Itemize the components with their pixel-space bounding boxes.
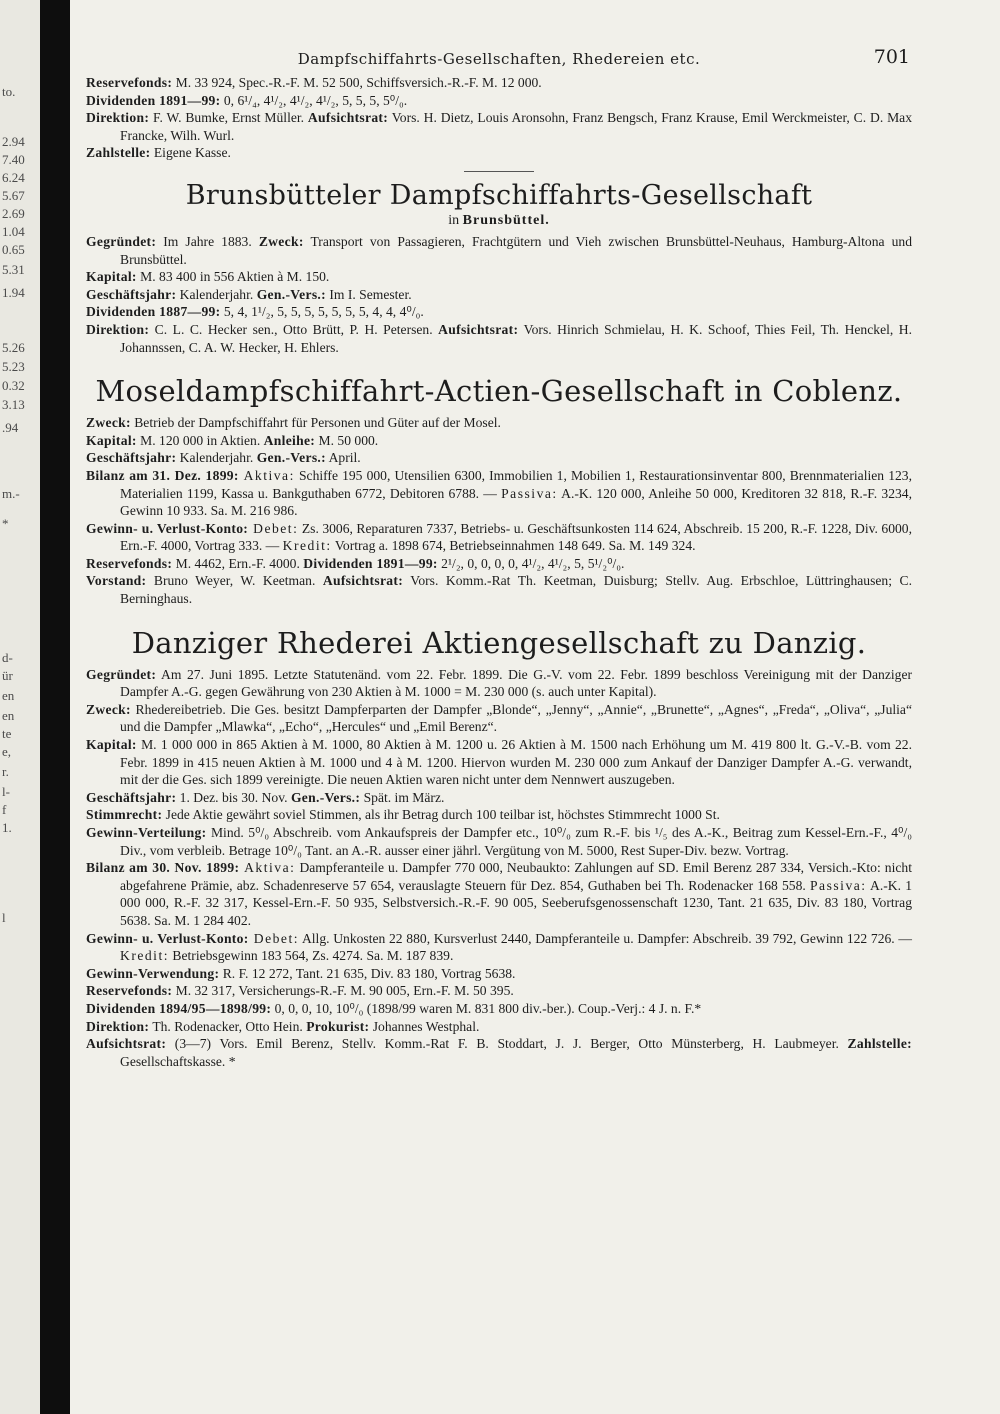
gewinn-verlust-line: Gewinn- u. Verlust-Konto: Debet: Allg. Unkosten 22 880, Kursverlust 2440, Dampferanteile u. Dampfer: Abschreib. 39 792, Gewinn 122 726. — Kredit: Betriebsgewinn 183 564, Zs. 4274. Sa. M. 187 839. — [86, 930, 912, 964]
direktion-line: Direktion: C. L. C. Hecker sen., Otto Brütt, P. H. Petersen. Aufsichtsrat: Vors. Hinrich Schmielau, H. K. Schoof, Thies Feil, Th. Henckel, H. Johannssen, C. A. W. Hecker, H. Ehlers. — [86, 321, 912, 355]
margin-fragment: .94 — [2, 420, 19, 435]
margin-fragment: l — [2, 910, 6, 925]
margin-fragment: 5.67 — [2, 188, 25, 203]
zweck-line: Zweck: Betrieb der Dampfschiffahrt für Personen und Güter auf der Mosel. — [86, 415, 501, 431]
company-location: in Brunsbüttel. — [448, 212, 550, 228]
geschaeftsjahr-line: Geschäftsjahr: Kalenderjahr. Gen.-Vers.: April. — [86, 450, 361, 466]
running-header — [86, 44, 912, 74]
margin-fragment: 1.04 — [2, 224, 25, 239]
margin-fragment: 5.23 — [2, 359, 25, 374]
gewinn-verteilung-line: Gewinn-Verteilung: Mind. 5⁰/₀ Abschreib. vom Ankaufspreis der Dampfer etc., 10⁰/₀ zum R.-F. bis ¹/₅ des A.-K., Beitrag zum Kessel-Ern.-F., 4⁰/₀ Div., vom verbleib. Betrage 10⁰/₀ Tant. an A.-R. ausser einer jährl. Vergütung von M. 5000, Rest Super-Div. bezw. Vortrag. — [86, 825, 912, 858]
reservefonds-line: Reservefonds: M. 33 924, Spec.-R.-F. M. 52 500, Schiffsversich.-R.-F. M. 12 000. — [86, 75, 542, 90]
stimmrecht-line: Stimmrecht: Jede Aktie gewährt soviel Stimmen, als ihr Betrag durch 100 teilbar ist, höchstes Stimmrecht 1000 St. — [86, 807, 720, 823]
margin-fragment: * — [2, 516, 9, 531]
book-binding-shadow — [40, 0, 70, 1414]
margin-fragment: 5.31 — [2, 262, 25, 277]
aufsichtsrat-line: Aufsichtsrat: (3—7) Vors. Emil Berenz, Stellv. Komm.-Rat F. B. Stoddart, J. J. Berger, Otto Münsterberg, H. Laubmeyer. Zahlstelle: Gesellschaftskasse. * — [86, 1036, 912, 1069]
margin-fragment: m.- — [2, 486, 20, 501]
margin-fragment: te — [2, 726, 12, 741]
direktion-line: Direktion: F. W. Bumke, Ernst Müller. Aufsichtsrat: Vors. H. Dietz, Louis Aronsohn, Franz Bengsch, Franz Krause, Emil Werckmeister, C. D. Max Francke, Wilh. Wurl. — [86, 110, 912, 143]
company-entry-danzig — [86, 626, 912, 1071]
vorstand-line: Vorstand: Bruno Weyer, W. Keetman. Aufsichtsrat: Vors. Komm.-Rat Th. Keetman, Duisburg; Stellv. Aug. Erbschloe, Lüttringhausen; C. Berninghaus. — [86, 573, 912, 607]
kapital-line: Kapital: M. 120 000 in Aktien. Anleihe: M. 50 000. — [86, 432, 379, 448]
company-title: Brunsbütteler Dampfschiffahrts-Gesellschaft — [185, 179, 813, 211]
company-title: Moseldampfschiffahrt-Actien-Gesellschaft in Coblenz. — [95, 374, 903, 409]
gegruendet-line: Gegründet: Im Jahre 1883. Zweck: Transport von Passagieren, Frachtgütern und Vieh zwischen Brunsbüttel-Neuhaus, Hamburg-Altona und Brunsbüttel. — [86, 233, 913, 267]
margin-fragment: en — [2, 688, 15, 703]
margin-fragment: 2.94 — [2, 134, 25, 149]
page-number: 701 — [873, 46, 910, 68]
margin-fragment: 1.94 — [2, 285, 25, 300]
running-title: Dampfschiffahrts-Gesellschaften, Rhedereien etc. — [297, 50, 701, 68]
kapital-line: Kapital: M. 83 400 in 556 Aktien à M. 150. — [86, 269, 330, 285]
bilanz-line: Bilanz am 30. Nov. 1899: Aktiva: Dampferanteile u. Dampfer 770 000, Neubaukto: Zahlungen auf SD. Emil Berenz 287 334, Versich.-Kto: nicht abgefahrene Prämie, abz. Schadenreserve 57 654, verauslagte Steuern für Dez. 854, Guthaben bei Th. Rodenacker 168 558. Passiva: A.-K. 1 000 000, R.-F. 32 317, Kessel-Ern.-F. 50 935, Selbstversich.-R.-F. 90 005, Seeberufsgenossenschaft 1230, Tant. 21 635, Div. 83 180, Vortrag 5638. Sa. M. 1 284 402. — [86, 860, 912, 928]
section-divider — [464, 171, 534, 172]
spacer — [86, 356, 912, 368]
margin-fragment: 1. — [2, 820, 12, 835]
margin-fragment: ür — [2, 668, 13, 683]
margin-fragment: 3.13 — [2, 397, 25, 412]
gegruendet-line: Gegründet: Am 27. Juni 1895. Letzte Statutenänd. vom 22. Febr. 1899. Die G.-V. vom 22. Febr. 1899 beschloss Vereinigung mit der Danziger Dampfer A.-G. gegen Gewährung von 230 Aktien à M. 1000 = M. 230 000 (s. auch unter Kapital). — [86, 666, 912, 700]
margin-fragment: r. — [2, 764, 9, 779]
zweck-line: Zweck: Rhedereibetrieb. Die Ges. besitzt Dampferparten der Dampfer „Blonde“, „Jenny“, „Annie“, „Brunette“, „Agnes“, „Freda“, „Oliva“, „Julia“ und die Dampfer „Mlawka“, „Echo“, „Hercules“ und „Emil Berenz“. — [86, 701, 912, 735]
bilanz-line: Bilanz am 31. Dez. 1899: Aktiva: Schiffe 195 000, Utensilien 6300, Immobilien 1, Mobilien 1, Restaurationsinventar 800, Brennmaterialien 123, Materialien 1199, Kassa u. Bankguthaben 6772, Debitoren 6788. — Passiva: A.-K. 120 000, Anleihe 50 000, Kreditoren 32 818, R.-F. 3234, Gewinn 10 933. Sa. M. 216 986. — [86, 467, 912, 519]
adjacent-page-margin — [0, 0, 40, 1414]
margin-fragment: 5.26 — [2, 340, 25, 355]
spacer — [86, 608, 912, 620]
margin-fragment: 0.65 — [2, 242, 25, 257]
margin-fragment: 0.32 — [2, 378, 25, 393]
dividenden-line: Dividenden 1887—99: 5, 4, 1¹/₂, 5, 5, 5, 5, 5, 5, 5, 4, 4, 4⁰/₀. — [86, 304, 424, 320]
geschaeftsjahr-line: Geschäftsjahr: 1. Dez. bis 30. Nov. Gen.-Vers.: Spät. im März. — [86, 789, 445, 805]
reservefonds-line: Reservefonds: M. 4462, Ern.-F. 4000. Dividenden 1891—99: 2¹/₂, 0, 0, 0, 0, 4¹/₂, 4¹/₂, 5, 5¹/₂⁰/₀. — [86, 555, 625, 571]
margin-fragment: d- — [2, 650, 13, 665]
margin-fragment: f — [2, 802, 7, 817]
dividenden-line: Dividenden 1891—99: 0, 6¹/₄, 4¹/₂, 4¹/₂, 4¹/₂, 5, 5, 5, 5⁰/₀. — [86, 92, 408, 108]
reservefonds-line: Reservefonds: M. 32 317, Versicherungs-R.-F. M. 90 005, Ern.-F. M. 50 395. — [86, 983, 514, 999]
margin-fragment: l- — [2, 784, 10, 799]
direktion-line: Direktion: Th. Rodenacker, Otto Hein. Prokurist: Johannes Westphal. — [86, 1018, 480, 1034]
margin-fragment: en — [2, 708, 15, 723]
company-entry-mosel — [86, 374, 912, 608]
gewinn-verlust-line: Gewinn- u. Verlust-Konto: Debet: Zs. 3006, Reparaturen 7337, Betriebs- u. Geschäftsunkosten 114 624, Abschreib. 15 200, R.-F. 1228, Div. 6000, Ern.-F. 4000, Vortrag 333. — Kredit: Vortrag a. 1898 674, Betriebseinnahmen 148 649. Sa. M. 149 324. — [86, 520, 912, 554]
company-title: Danziger Rhederei Aktiengesellschaft zu Danzig. — [131, 625, 867, 660]
geschaeftsjahr-line: Geschäftsjahr: Kalenderjahr. Gen.-Vers.: Im I. Semester. — [86, 286, 412, 302]
document-page — [86, 44, 912, 1070]
dividenden-line: Dividenden 1894/95—1898/99: 0, 0, 0, 10, 10⁰/₀ (1898/99 waren M. 831 800 div.-ber.). Coup.-Verj.: 4 J. n. F.* — [86, 1000, 702, 1016]
kapital-line: Kapital: M. 1 000 000 in 865 Aktien à M. 1000, 80 Aktien à M. 1200 u. 26 Aktien à M. 1500 nach Erhöhung um M. 419 800 lt. G.-V.-B. vom 22. Febr. 1899 in 415 neuen Aktien à M. 1000 und 4 à M. 1200. Hiervon wurden M. 230 000 zum Ankauf der Danziger Dampfer A.-G. verwandt, mit der die Ges. sich 1899 vereinigte. Die neuen Aktien waren nicht unter dem Nennwert auszugeben. — [86, 737, 912, 788]
margin-fragment: to. — [2, 84, 16, 99]
company-entry-brunsbuettel — [86, 180, 912, 356]
previous-entry-continuation — [86, 74, 912, 162]
gewinn-verwendung-line: Gewinn-Verwendung: R. F. 12 272, Tant. 21 635, Div. 83 180, Vortrag 5638. — [86, 965, 516, 981]
margin-fragment: e, — [2, 744, 12, 759]
margin-fragment: 6.24 — [2, 170, 25, 185]
margin-fragment: 2.69 — [2, 206, 25, 221]
margin-fragment: 7.40 — [2, 152, 25, 167]
zahlstelle-line: Zahlstelle: Eigene Kasse. — [86, 145, 231, 161]
